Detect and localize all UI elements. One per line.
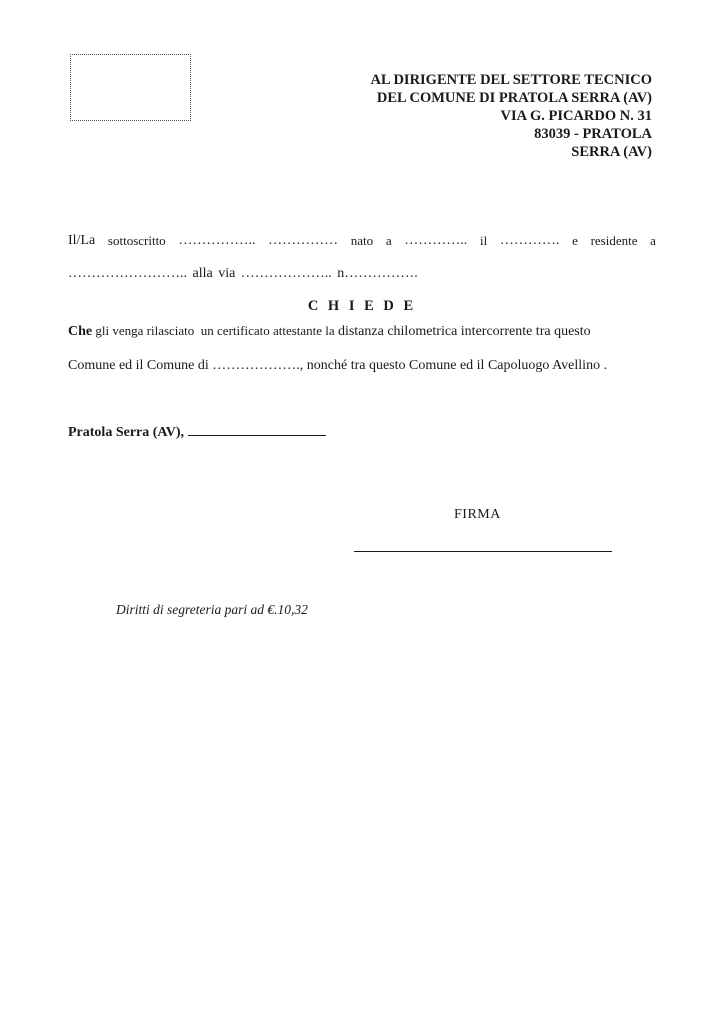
declarant-word: e	[572, 233, 578, 248]
recipient-line: DEL COMUNE DI PRATOLA SERRA (AV)	[376, 90, 652, 106]
declarant-word: a	[650, 233, 656, 248]
request-text: distanza chilometrica intercorrente tra questo	[337, 324, 591, 339]
place-date-label: Pratola Serra (AV),	[68, 425, 184, 440]
declarant-word: a	[385, 233, 392, 248]
revenue-stamp-box	[70, 54, 191, 121]
recipient-line: VIA G. PICARDO N. 31	[500, 108, 652, 124]
declarant-word: …………..	[404, 233, 468, 248]
declarant-word: residente	[590, 233, 638, 248]
request-line-1	[68, 323, 656, 340]
declarant-word: ……………..	[178, 233, 256, 248]
recipient-address	[370, 71, 652, 161]
request-line-2: Comune ed il Comune di ………………., nonché tra questo Comune ed il Capoluogo Avellino .	[68, 358, 608, 373]
recipient-line: SERRA (AV)	[571, 144, 652, 160]
recipient-line: AL DIRIGENTE DEL SETTORE TECNICO	[370, 72, 652, 88]
recipient-line: 83039 - PRATOLA	[534, 126, 652, 142]
request-lead-word: Che	[68, 324, 93, 339]
declarant-word: ……………	[268, 233, 339, 248]
declarant-line-2: …………………….. alla via ……………….. n…………….	[68, 266, 418, 281]
fees-note: Diritti di segreteria pari ad €.10,32	[116, 602, 308, 617]
declarant-word: il	[479, 233, 488, 248]
declarant-line-1	[68, 233, 656, 249]
request-text-small: gli venga rilasciato un certificato attestante la	[92, 323, 338, 338]
signature-label: FIRMA	[454, 507, 501, 522]
signature-line	[354, 551, 612, 552]
declarant-word: Il/La	[68, 233, 96, 248]
declarant-word: sottoscritto	[107, 233, 166, 248]
request-heading: C H I E D E	[307, 298, 417, 314]
declarant-word: ………….	[499, 233, 560, 248]
place-date-field	[68, 425, 326, 441]
date-blank-line	[188, 425, 326, 436]
declarant-word: nato	[350, 233, 374, 248]
